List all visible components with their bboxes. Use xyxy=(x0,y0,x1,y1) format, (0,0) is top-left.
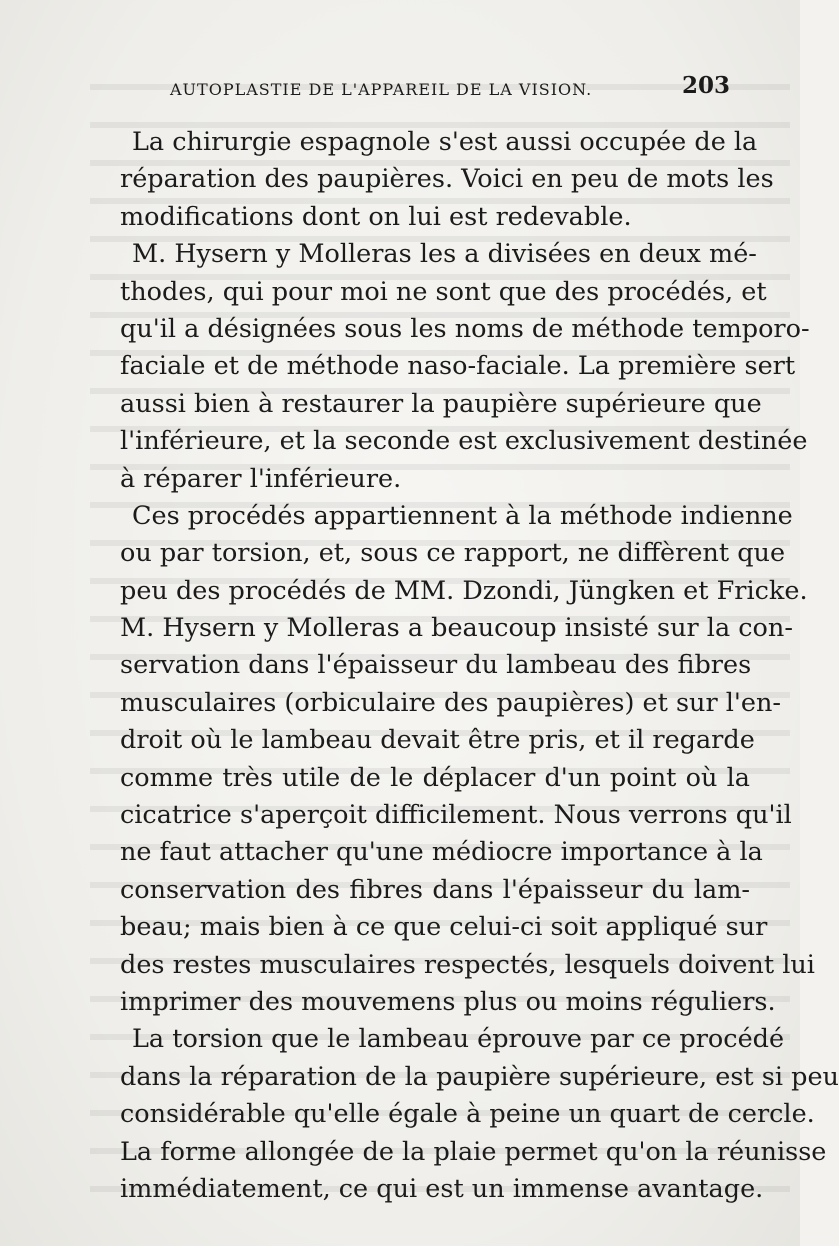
text-line: musculaires (orbiculaire des paupières) et sur l'en- xyxy=(120,687,782,718)
text-line: à réparer l'inférieure. xyxy=(120,463,402,494)
text-line: droit où le lambeau devait être pris, et il regarde xyxy=(120,725,755,756)
text-line: imprimer des mouvemens plus ou moins réguliers. xyxy=(120,986,776,1017)
text-line: M. Hysern y Molleras a beaucoup insisté sur la con- xyxy=(120,613,793,644)
body-text xyxy=(120,124,839,1208)
paragraph xyxy=(120,236,810,498)
text-line: faciale et de méthode naso-faciale. La première sert xyxy=(120,351,796,382)
page-number: 203 xyxy=(681,72,730,99)
text-line: immédiatement, ce qui est un immense avantage. xyxy=(120,1173,764,1204)
running-head: AUTOPLASTIE DE L'APPAREIL DE LA VISION. xyxy=(170,80,593,99)
paragraph xyxy=(120,498,815,1021)
text-line: réparation des paupières. Voici en peu de mots les xyxy=(120,164,774,195)
text-line: l'inférieure, et la seconde est exclusivement destinée xyxy=(120,426,808,457)
text-line: ou par torsion, et, sous ce rapport, ne diffèrent que xyxy=(120,538,786,569)
text-line: qu'il a désignées sous les noms de méthode temporo- xyxy=(120,313,810,344)
text-line: servation dans l'épaisseur du lambeau des fibres xyxy=(120,650,752,681)
text-line: beau; mais bien à ce que celui-ci soit appliqué sur xyxy=(120,912,768,943)
text-line: considérable qu'elle égale à peine un quart de cercle. xyxy=(120,1099,815,1130)
text-line: aussi bien à restaurer la paupière supérieure que xyxy=(120,388,762,419)
text-line: conservation des fibres dans l'épaisseur du lam- xyxy=(120,874,750,905)
text-line: dans la réparation de la paupière supérieure, est si peu xyxy=(120,1061,839,1092)
text-line: modifications dont on lui est redevable. xyxy=(120,201,632,232)
paragraph xyxy=(120,1021,839,1208)
text-line: La chirurgie espagnole s'est aussi occupée de la xyxy=(132,127,758,157)
text-line: thodes, qui pour moi ne sont que des procédés, et xyxy=(120,276,767,307)
text-line: cicatrice s'aperçoit difficilement. Nous verrons qu'il xyxy=(120,800,792,831)
text-line: comme très utile de le déplacer d'un point où la xyxy=(120,762,750,793)
text-line: La forme allongée de la plaie permet qu'on la réunisse xyxy=(120,1136,827,1167)
page-header xyxy=(170,72,730,106)
text-line: ne faut attacher qu'une médiocre importance à la xyxy=(120,837,763,868)
text-line: La torsion que le lambeau éprouve par ce procédé xyxy=(132,1024,785,1055)
text-line: des restes musculaires respectés, lesquels doivent lui xyxy=(120,949,815,980)
text-line: Ces procédés appartiennent à la méthode indienne xyxy=(132,500,793,531)
text-line: M. Hysern y Molleras les a divisées en deux mé- xyxy=(132,239,757,270)
paragraph xyxy=(120,124,774,236)
text-line: peu des procédés de MM. Dzondi, Jüngken et Fricke. xyxy=(120,575,808,606)
